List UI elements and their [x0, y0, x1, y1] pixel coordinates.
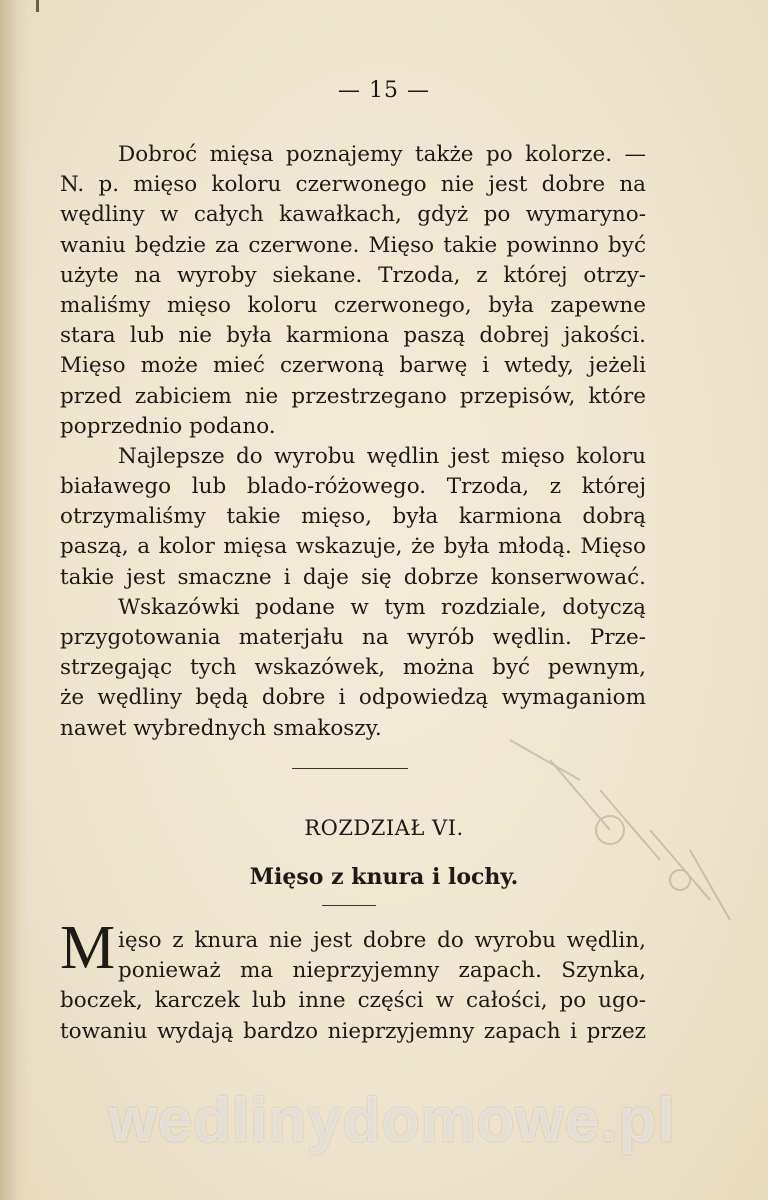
text-line: N. p. mięso koloru czerwonego nie jest dobre na	[60, 172, 646, 198]
page-binding-edge	[0, 0, 28, 1200]
text-line: białawego lub blado-różowego. Trzoda, z której	[60, 474, 646, 500]
text-line: waniu będzie za czerwone. Mięso takie powinno być	[60, 232, 646, 258]
text-line: że wędliny będą dobre i odpowiedzą wymaganiom	[60, 685, 646, 711]
chapter-title: Mięso z knura i lochy.	[249, 864, 519, 890]
text-line: Dobroć mięsa poznajemy także po kolorze. —	[118, 142, 646, 167]
text-line: nawet wybrednych smakoszy.	[60, 715, 382, 741]
section2-body	[60, 926, 646, 1047]
text-line: paszą, a kolor mięsa wskazuje, że była młodą. Mięso	[60, 534, 646, 560]
text-line: boczek, karczek lub inne części w całości, po ugo-	[60, 988, 646, 1014]
text-line: Wskazówki podane w tym rozdziale, dotyczą	[118, 594, 646, 620]
section-divider	[292, 768, 408, 769]
text-line: poprzednio podano.	[60, 413, 276, 439]
text-line: Mięso może mieć czerwoną barwę i wtedy, jeżeli	[60, 353, 646, 379]
site-watermark: wedlinydomowe.pl	[108, 1086, 676, 1155]
section1-body	[60, 140, 646, 744]
chapter-heading: ROZDZIAŁ VI.	[304, 816, 464, 840]
text-line: stara lub nie była karmiona paszą dobrej jakości.	[60, 323, 646, 349]
diagonal-watermark-graphic	[490, 720, 750, 940]
text-line: maliśmy mięso koloru czerwonego, była zapewne	[60, 292, 646, 318]
text-line: wędliny w całych kawałkach, gdyż po wymaryno-	[60, 202, 646, 228]
text-line: takie jest smaczne i daje się dobrze konserwować.	[60, 564, 646, 590]
title-underline	[322, 905, 376, 906]
page-top-mark	[36, 0, 39, 12]
text-line: otrzymaliśmy takie mięso, była karmiona dobrą	[60, 504, 646, 530]
text-line: przygotowania materjału na wyrób wędlin. Prze-	[60, 625, 646, 650]
text-line: Najlepsze do wyrobu wędlin jest mięso koloru	[118, 443, 646, 469]
text-line: ięso z knura nie jest dobre do wyrobu wędlin,	[118, 928, 646, 953]
text-line: ponieważ ma nieprzyjemny zapach. Szynka,	[118, 958, 646, 984]
text-line: użyte na wyroby siekane. Trzoda, z której otrzy-	[60, 262, 646, 288]
text-line: strzegając tych wskazówek, można być pewnym,	[60, 655, 646, 681]
drop-cap: M	[60, 914, 116, 982]
text-line: towaniu wydają bardzo nieprzyjemny zapach i przez	[60, 1018, 646, 1044]
page-number: — 15 —	[338, 78, 430, 103]
text-line: przed zabiciem nie przestrzegano przepisów, które	[60, 383, 646, 409]
